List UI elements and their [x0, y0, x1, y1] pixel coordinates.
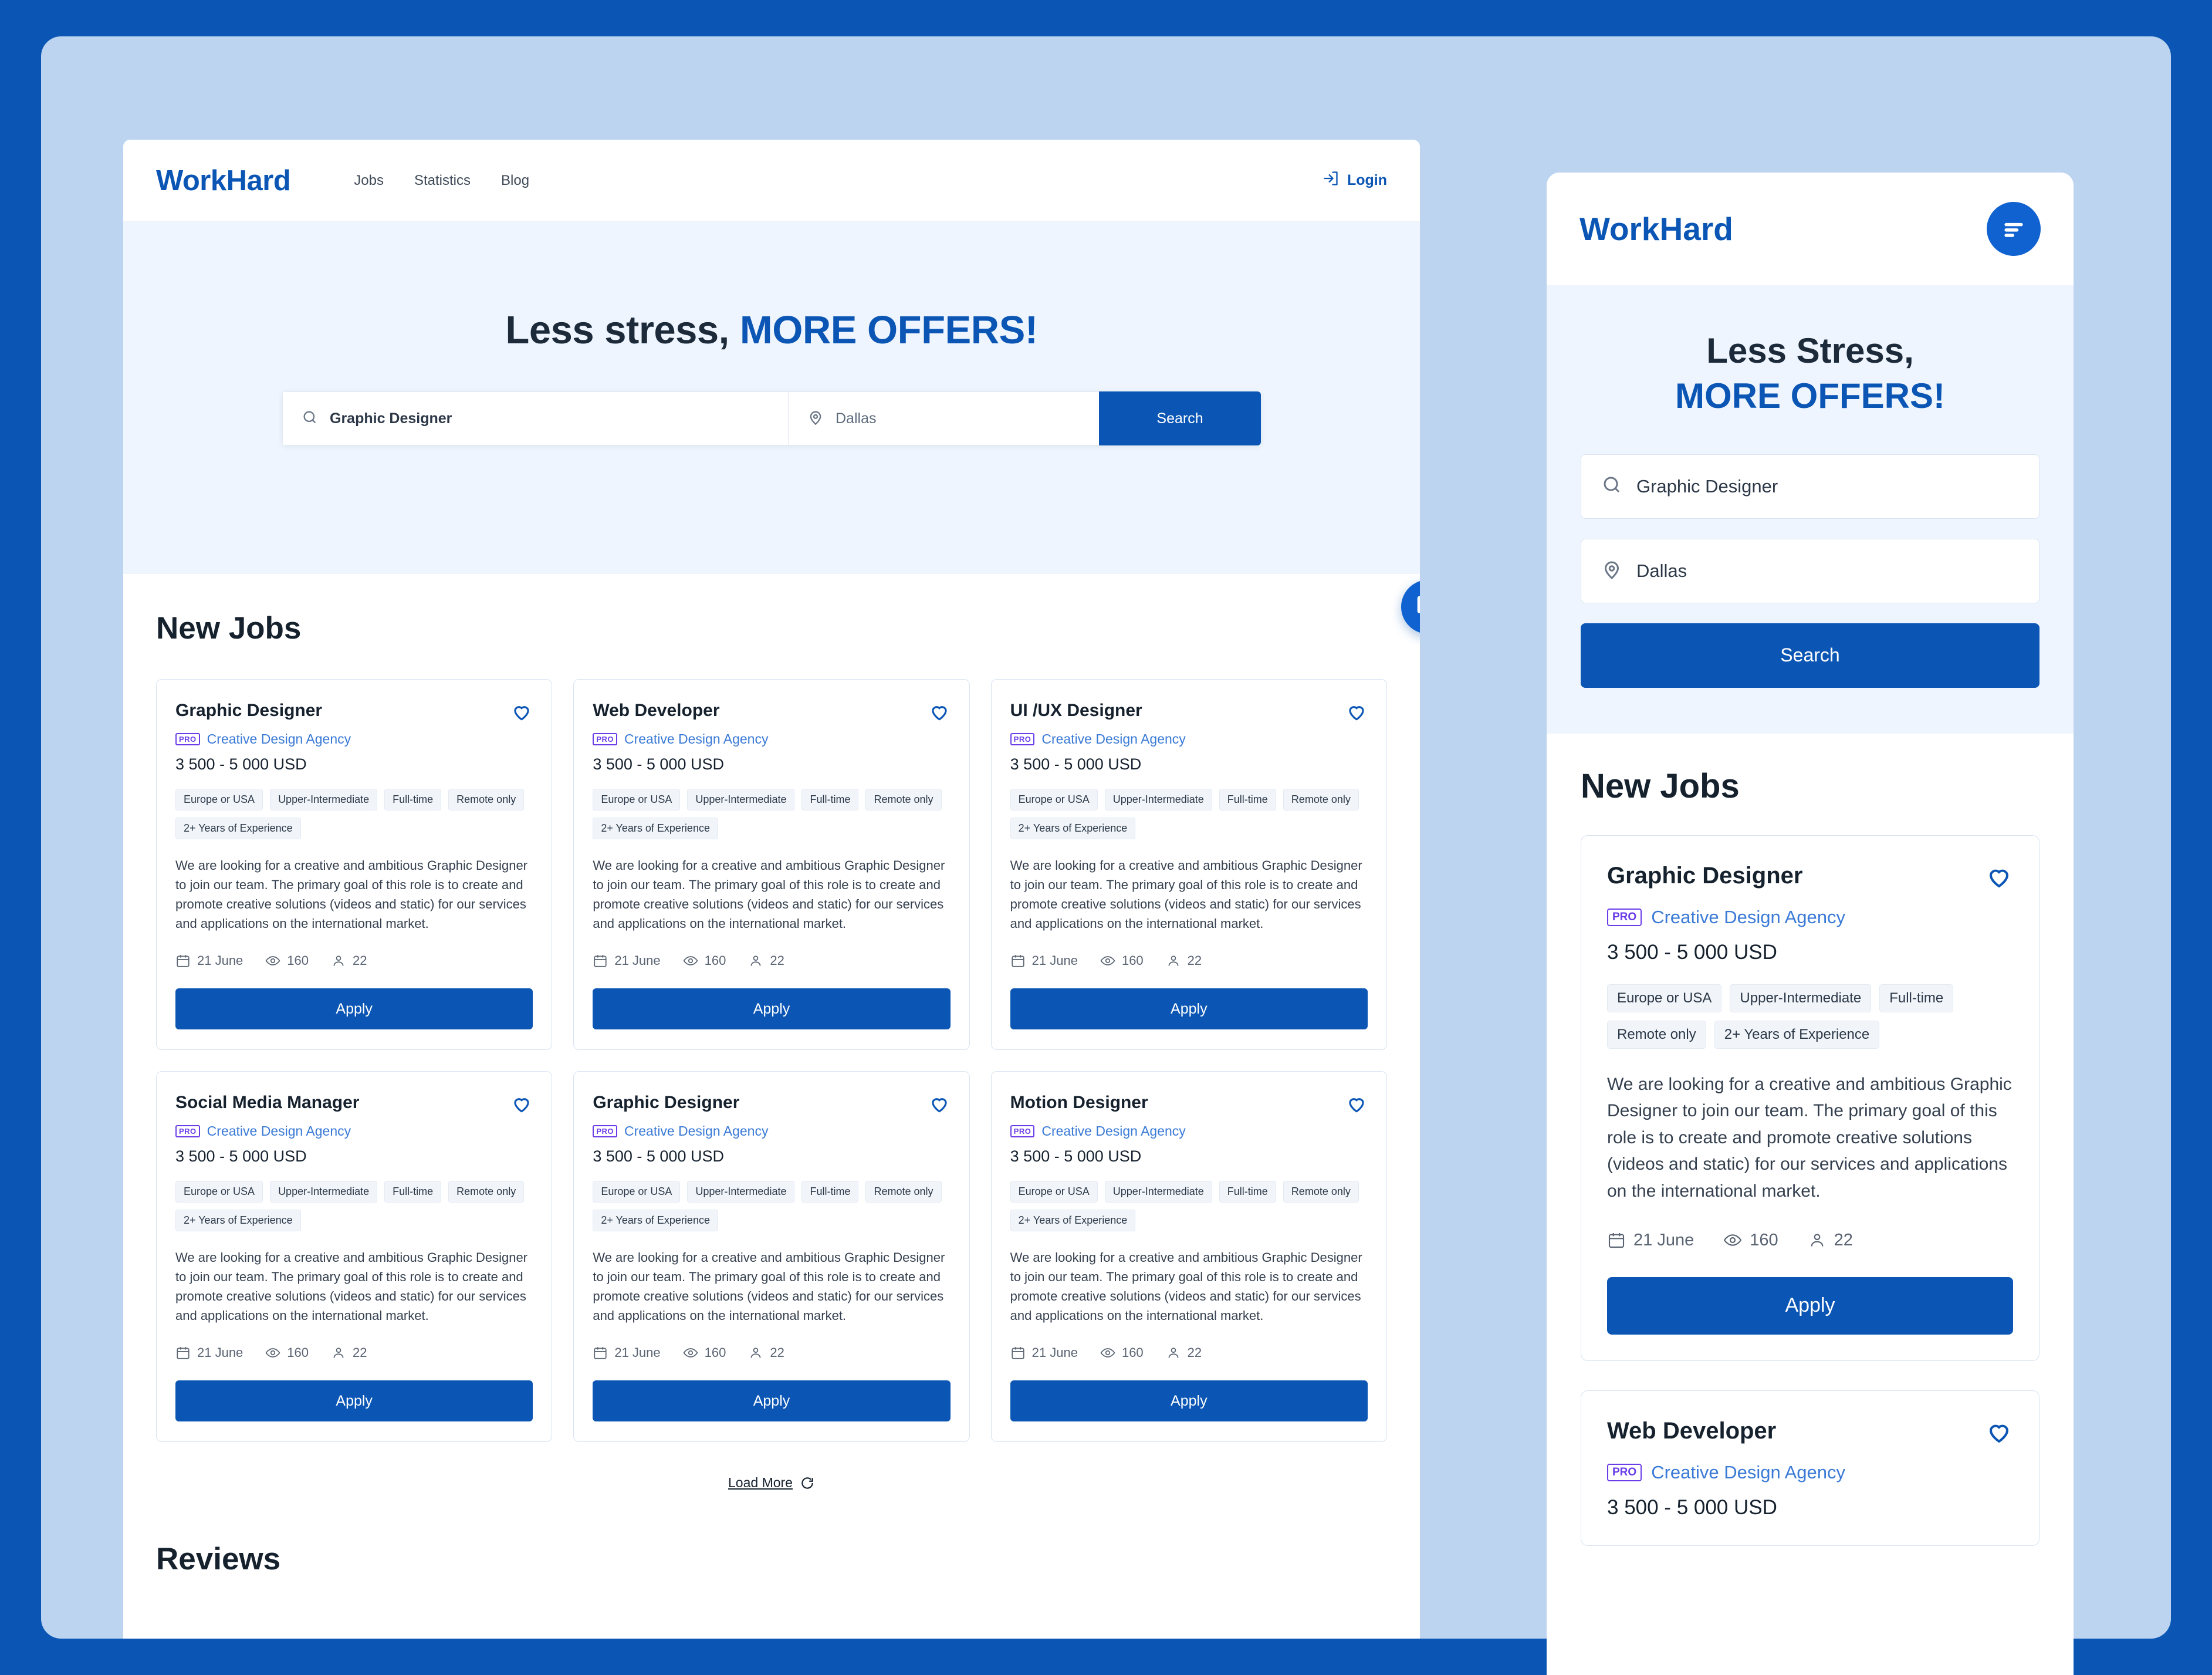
- job-salary: 3 500 - 5 000 USD: [1607, 940, 1777, 964]
- job-salary: 3 500 - 5 000 USD: [1607, 1495, 1777, 1519]
- job-tags: [1010, 1181, 1368, 1231]
- eye-icon: [1100, 953, 1115, 968]
- hamburger-icon: [2001, 216, 2027, 242]
- search-icon: [1601, 474, 1622, 498]
- jobs-grid: [156, 679, 1387, 1442]
- job-tag: Full-time: [384, 789, 441, 811]
- search-button[interactable]: Search: [1099, 391, 1261, 445]
- company-name: Creative Design Agency: [207, 731, 351, 747]
- mobile-hero-line2: MORE OFFERS!: [1675, 376, 1945, 416]
- job-company[interactable]: [1607, 907, 2013, 928]
- job-card[interactable]: [1581, 1390, 2039, 1546]
- job-date-value: 21 June: [614, 953, 661, 968]
- job-tag: Remote only: [865, 789, 941, 811]
- company-name: Creative Design Agency: [207, 1123, 351, 1139]
- job-meta: [593, 953, 950, 968]
- job-card-header: [593, 1093, 950, 1115]
- job-card[interactable]: [991, 679, 1387, 1050]
- job-tag: Upper-Intermediate: [687, 1181, 794, 1203]
- company-name: Creative Design Agency: [1041, 731, 1186, 747]
- mobile-search-value: Graphic Designer: [1636, 475, 1778, 497]
- job-tag: Europe or USA: [1607, 984, 1721, 1012]
- job-card-header: [175, 701, 533, 723]
- eye-icon: [683, 953, 698, 968]
- job-description: We are looking for a creative and ambitious Graphic Designer to join our team. The primary goal of this role is to create and promote creative solutions (videos and static) for our services and applications on the international market.: [593, 858, 945, 931]
- job-description: We are looking for a creative and ambitious Graphic Designer to join our team. The primary goal of this role is to create and promote creative solutions (videos and static) for our services and applications on the international market.: [1607, 1074, 2012, 1201]
- job-applicants: [748, 1345, 784, 1360]
- apply-button[interactable]: Apply: [175, 988, 533, 1029]
- job-applicants: [331, 953, 367, 968]
- job-card[interactable]: [573, 1071, 969, 1442]
- job-date: [1010, 953, 1078, 968]
- calendar-icon: [175, 953, 191, 968]
- search-input[interactable]: [282, 391, 788, 445]
- favorite-heart-icon[interactable]: [928, 1093, 951, 1115]
- job-meta: [175, 953, 533, 968]
- job-tag: Remote only: [1607, 1021, 1706, 1049]
- job-views: [1100, 1345, 1144, 1360]
- job-date-value: 21 June: [1031, 953, 1078, 968]
- applicants-icon: [331, 953, 346, 968]
- company-name: Creative Design Agency: [1041, 1123, 1186, 1139]
- job-tag: 2+ Years of Experience: [593, 1210, 718, 1231]
- job-tag: Europe or USA: [1010, 1181, 1098, 1203]
- job-card-header: [1607, 863, 2013, 894]
- pro-badge: PRO: [1607, 909, 1642, 926]
- brand-logo[interactable]: WorkHard: [156, 164, 291, 197]
- job-date-value: 21 June: [1633, 1230, 1694, 1250]
- hero-title: [505, 308, 1037, 353]
- favorite-heart-icon[interactable]: [510, 701, 533, 723]
- job-views-value: 160: [287, 953, 309, 968]
- search-icon: [302, 409, 318, 428]
- job-tag: 2+ Years of Experience: [1714, 1021, 1880, 1049]
- apply-button[interactable]: Apply: [593, 1380, 950, 1421]
- nav-item-statistics[interactable]: Statistics: [414, 172, 471, 188]
- job-title: Web Developer: [1607, 1417, 1777, 1444]
- job-views-value: 160: [287, 1345, 309, 1360]
- canvas-backdrop: [41, 36, 2171, 1639]
- job-meta: [175, 1345, 533, 1360]
- job-date: [175, 953, 243, 968]
- job-card-header: [1010, 1093, 1368, 1115]
- job-applicants: [1808, 1231, 1853, 1250]
- job-tag: Upper-Intermediate: [1105, 789, 1212, 811]
- job-salary: 3 500 - 5 000 USD: [175, 755, 307, 773]
- job-company[interactable]: [1607, 1462, 2013, 1483]
- job-date-value: 21 June: [1031, 1345, 1078, 1360]
- new-jobs-section: [123, 574, 1420, 1577]
- job-card-header: [175, 1093, 533, 1115]
- menu-button[interactable]: [1987, 202, 2041, 256]
- job-applicants: [1166, 1345, 1202, 1360]
- desktop-hero: [123, 222, 1420, 574]
- job-tag: 2+ Years of Experience: [593, 818, 718, 839]
- eye-icon: [1723, 1231, 1742, 1250]
- job-views-value: 160: [704, 1345, 726, 1360]
- job-card-header: [1010, 701, 1368, 723]
- job-tag: Full-time: [1219, 1181, 1276, 1203]
- calendar-icon: [593, 1345, 608, 1360]
- job-views: [265, 953, 309, 968]
- mobile-location-value: Dallas: [1636, 560, 1687, 581]
- search-input-value: Graphic Designer: [330, 410, 452, 427]
- apply-button[interactable]: Apply: [1010, 988, 1368, 1029]
- load-more-label: Load More: [728, 1475, 793, 1490]
- job-card[interactable]: [156, 679, 552, 1050]
- job-tag: Remote only: [865, 1181, 941, 1203]
- pro-badge: PRO: [1607, 1464, 1642, 1481]
- job-tag: Upper-Intermediate: [270, 1181, 377, 1203]
- location-input[interactable]: [788, 391, 1099, 445]
- job-tag: 2+ Years of Experience: [1010, 818, 1136, 839]
- job-applicants-value: 22: [1834, 1230, 1853, 1250]
- job-views: [1100, 953, 1144, 968]
- applicants-icon: [1808, 1231, 1827, 1250]
- job-date-value: 21 June: [614, 1345, 661, 1360]
- job-tag: Upper-Intermediate: [1105, 1181, 1212, 1203]
- applicants-icon: [331, 1345, 346, 1360]
- job-description: We are looking for a creative and ambitious Graphic Designer to join our team. The primary goal of this role is to create and promote creative solutions (videos and static) for our services and applications on the international market.: [175, 1250, 528, 1323]
- chat-widget-button[interactable]: [1401, 580, 1420, 634]
- job-views-value: 160: [704, 953, 726, 968]
- job-tags: [1607, 984, 2013, 1049]
- job-tag: 2+ Years of Experience: [175, 1210, 301, 1231]
- job-date: [1607, 1231, 1694, 1250]
- job-title: Motion Designer: [1010, 1093, 1148, 1112]
- job-salary: 3 500 - 5 000 USD: [175, 1147, 307, 1165]
- apply-button[interactable]: Apply: [1607, 1277, 2013, 1335]
- mobile-mockup: [1547, 173, 2074, 1675]
- job-views-value: 160: [1750, 1230, 1778, 1250]
- job-tags: [1010, 789, 1368, 839]
- job-description: We are looking for a creative and ambitious Graphic Designer to join our team. The primary goal of this role is to create and promote creative solutions (videos and static) for our services and applications on the international market.: [1010, 1250, 1362, 1323]
- job-tag: Full-time: [384, 1181, 441, 1203]
- mobile-hero-title: [1581, 329, 2039, 419]
- eye-icon: [1100, 1345, 1115, 1360]
- job-company[interactable]: [593, 1123, 950, 1139]
- job-company[interactable]: [1010, 731, 1368, 747]
- job-company[interactable]: [175, 1123, 533, 1139]
- job-applicants-value: 22: [353, 1345, 367, 1360]
- job-title: Web Developer: [593, 701, 720, 720]
- applicants-icon: [1166, 1345, 1181, 1360]
- job-date: [593, 1345, 660, 1360]
- job-views-value: 160: [1121, 953, 1144, 968]
- mobile-navbar: [1547, 173, 2074, 285]
- apply-button[interactable]: Apply: [175, 1380, 533, 1421]
- desktop-navbar: [123, 140, 1420, 222]
- favorite-heart-icon[interactable]: [1985, 1418, 2013, 1449]
- job-card-header: [593, 701, 950, 723]
- location-pin-icon: [807, 409, 824, 428]
- job-tag: Remote only: [448, 789, 524, 811]
- job-applicants-value: 22: [1187, 953, 1202, 968]
- login-icon: [1323, 170, 1339, 191]
- job-applicants: [331, 1345, 367, 1360]
- job-salary: 3 500 - 5 000 USD: [1010, 755, 1142, 773]
- applicants-icon: [748, 953, 763, 968]
- job-card[interactable]: [156, 1071, 552, 1442]
- job-tag: Europe or USA: [593, 789, 680, 811]
- favorite-heart-icon[interactable]: [1345, 701, 1368, 723]
- job-views-value: 160: [1121, 1345, 1144, 1360]
- job-title: Graphic Designer: [593, 1093, 740, 1112]
- company-name: Creative Design Agency: [1651, 1461, 1846, 1482]
- applicants-icon: [748, 1345, 763, 1360]
- job-applicants-value: 22: [770, 1345, 784, 1360]
- nav-links: [354, 173, 529, 189]
- calendar-icon: [1010, 953, 1026, 968]
- calendar-icon: [593, 953, 608, 968]
- job-tag: Remote only: [448, 1181, 524, 1203]
- mobile-hero-line1: Less Stress,: [1706, 331, 1914, 370]
- job-meta: [593, 1345, 950, 1360]
- apply-button[interactable]: Apply: [1010, 1380, 1368, 1421]
- company-name: Creative Design Agency: [1651, 906, 1846, 927]
- pro-badge: PRO: [593, 733, 617, 745]
- company-name: Creative Design Agency: [624, 731, 769, 747]
- job-card[interactable]: [991, 1071, 1387, 1442]
- nav-item-blog[interactable]: Blog: [501, 172, 530, 188]
- favorite-heart-icon[interactable]: [1985, 863, 2013, 894]
- new-jobs-title: New Jobs: [156, 611, 302, 646]
- pro-badge: PRO: [1010, 733, 1035, 745]
- job-tag: Upper-Intermediate: [1730, 984, 1871, 1012]
- job-views: [265, 1345, 309, 1360]
- job-card-header: [1607, 1418, 2013, 1449]
- job-date: [175, 1345, 243, 1360]
- job-tag: Remote only: [1283, 1181, 1359, 1203]
- apply-button[interactable]: Apply: [593, 988, 950, 1029]
- job-title: UI /UX Designer: [1010, 701, 1142, 720]
- hero-title-plain: Less stress,: [505, 308, 740, 352]
- refresh-icon: [800, 1475, 815, 1491]
- login-label: Login: [1347, 172, 1387, 188]
- job-tags: [593, 1181, 950, 1231]
- pro-badge: PRO: [1010, 1125, 1035, 1137]
- job-meta: [1010, 953, 1368, 968]
- pro-badge: PRO: [593, 1125, 617, 1137]
- favorite-heart-icon[interactable]: [510, 1093, 533, 1115]
- mobile-jobs-section: [1547, 734, 2074, 1546]
- calendar-icon: [1607, 1231, 1626, 1250]
- job-title: Graphic Designer: [1607, 862, 1803, 889]
- mobile-location-input[interactable]: [1581, 539, 2039, 603]
- job-tag: 2+ Years of Experience: [1010, 1210, 1136, 1231]
- hero-searchbar: [282, 391, 1261, 445]
- reviews-title: Reviews: [156, 1542, 281, 1576]
- job-tag: Full-time: [1219, 789, 1276, 811]
- applicants-icon: [1166, 953, 1181, 968]
- job-tags: [175, 789, 533, 839]
- login-button[interactable]: [1323, 170, 1387, 191]
- pro-badge: PRO: [175, 1125, 200, 1137]
- calendar-icon: [175, 1345, 191, 1360]
- mobile-search-button[interactable]: Search: [1581, 623, 2039, 688]
- job-applicants-value: 22: [770, 953, 784, 968]
- job-salary: 3 500 - 5 000 USD: [593, 755, 724, 773]
- job-meta: [1607, 1231, 2013, 1250]
- job-company[interactable]: [593, 731, 950, 747]
- job-title: Social Media Manager: [175, 1093, 360, 1112]
- job-tag: Upper-Intermediate: [687, 789, 794, 811]
- pro-badge: PRO: [175, 733, 200, 745]
- job-tag: Europe or USA: [1010, 789, 1098, 811]
- favorite-heart-icon[interactable]: [1345, 1093, 1368, 1115]
- desktop-mockup: [123, 140, 1420, 1639]
- job-applicants: [748, 953, 784, 968]
- eye-icon: [683, 1345, 698, 1360]
- job-applicants-value: 22: [353, 953, 367, 968]
- job-views: [683, 953, 726, 968]
- job-salary: 3 500 - 5 000 USD: [1010, 1147, 1142, 1165]
- job-tag: 2+ Years of Experience: [175, 818, 301, 839]
- job-tag: Full-time: [801, 1181, 858, 1203]
- job-views: [683, 1345, 726, 1360]
- hero-title-accent: MORE OFFERS!: [739, 308, 1038, 352]
- job-tag: Upper-Intermediate: [270, 789, 377, 811]
- job-tag: Europe or USA: [593, 1181, 680, 1203]
- job-card[interactable]: [1581, 835, 2039, 1361]
- job-description: We are looking for a creative and ambitious Graphic Designer to join our team. The primary goal of this role is to create and promote creative solutions (videos and static) for our services and applications on the international market.: [1010, 858, 1362, 931]
- job-description: We are looking for a creative and ambitious Graphic Designer to join our team. The primary goal of this role is to create and promote creative solutions (videos and static) for our services and applications on the international market.: [593, 1250, 945, 1323]
- job-tag: Full-time: [801, 789, 858, 811]
- job-salary: 3 500 - 5 000 USD: [593, 1147, 724, 1165]
- mobile-brand-logo[interactable]: WorkHard: [1579, 211, 1733, 247]
- mobile-search-input[interactable]: [1581, 454, 2039, 519]
- job-tags: [175, 1181, 533, 1231]
- job-date-value: 21 June: [197, 1345, 243, 1360]
- job-date: [593, 953, 660, 968]
- job-company[interactable]: [175, 731, 533, 747]
- job-description: We are looking for a creative and ambitious Graphic Designer to join our team. The primary goal of this role is to create and promote creative solutions (videos and static) for our services and applications on the international market.: [175, 858, 528, 931]
- eye-icon: [265, 1345, 280, 1360]
- job-tag: Remote only: [1283, 789, 1359, 811]
- job-card[interactable]: [573, 679, 969, 1050]
- mobile-hero: [1547, 285, 2074, 734]
- job-title: Graphic Designer: [175, 701, 323, 720]
- job-tag: Europe or USA: [175, 789, 263, 811]
- location-pin-icon: [1601, 559, 1622, 583]
- job-tag: Europe or USA: [175, 1181, 263, 1203]
- job-date: [1010, 1345, 1078, 1360]
- job-meta: [1010, 1345, 1368, 1360]
- job-views: [1723, 1231, 1778, 1250]
- chat-icon: [1415, 594, 1420, 620]
- location-input-value: Dallas: [836, 410, 877, 427]
- job-tag: Full-time: [1879, 984, 1953, 1012]
- job-company[interactable]: [1010, 1123, 1368, 1139]
- calendar-icon: [1010, 1345, 1026, 1360]
- job-applicants-value: 22: [1187, 1345, 1202, 1360]
- job-tags: [593, 789, 950, 839]
- eye-icon: [265, 953, 280, 968]
- job-date-value: 21 June: [197, 953, 243, 968]
- favorite-heart-icon[interactable]: [928, 701, 951, 723]
- company-name: Creative Design Agency: [624, 1123, 769, 1139]
- mobile-new-jobs-title: New Jobs: [1581, 766, 1740, 805]
- load-more-button[interactable]: [156, 1475, 1387, 1491]
- nav-item-jobs[interactable]: Jobs: [354, 172, 384, 188]
- job-applicants: [1166, 953, 1202, 968]
